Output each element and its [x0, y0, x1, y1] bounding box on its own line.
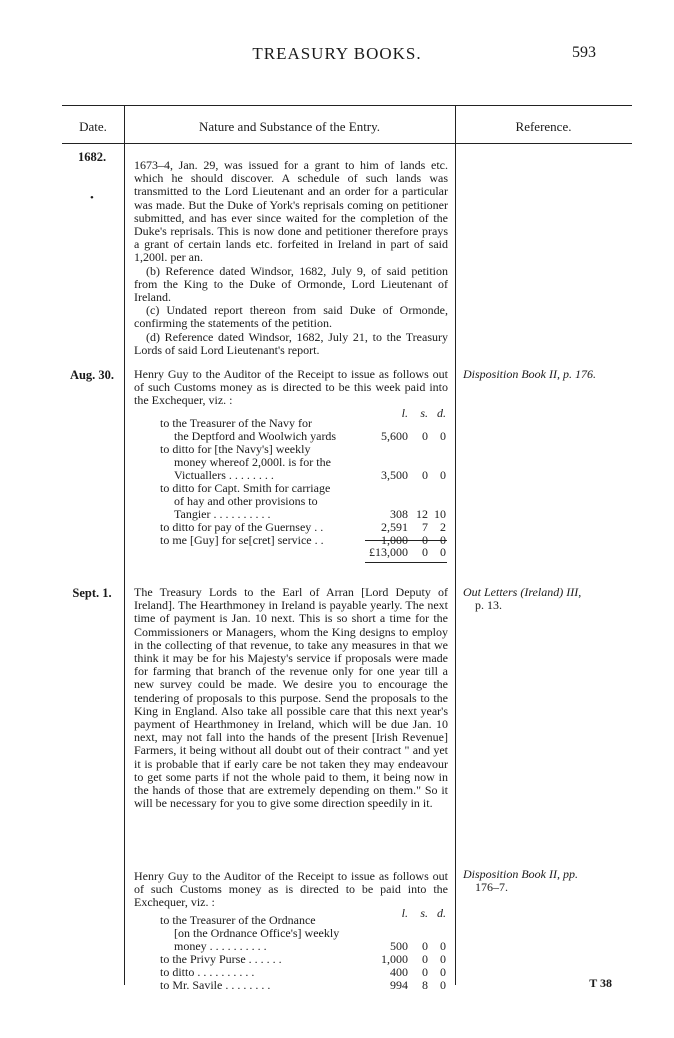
payment-item-text: to the Treasurer of the Navy for: [160, 416, 312, 430]
entry-date: Aug. 30.: [69, 368, 115, 382]
amount-pence: 0: [440, 533, 446, 547]
amount-shillings: 0: [422, 939, 428, 953]
amount-shillings: 8: [422, 978, 428, 992]
payment-item-text: to the Treasurer of the Ordnance: [160, 913, 316, 927]
amount-shillings: 0: [422, 429, 428, 443]
column-header-nature: Nature and Substance of the Entry.: [198, 119, 381, 134]
entry-date: Sept. 1.: [72, 586, 112, 600]
payment-item-text: Tangier . . . . . . . . . .: [174, 507, 271, 522]
reference-text: p. 13.: [475, 598, 502, 613]
payment-item-text: money . . . . . . . . . .: [174, 939, 267, 954]
unit-shillings: s.: [420, 906, 428, 920]
running-title: TREASURY BOOKS.: [252, 44, 422, 63]
unit-pounds: l.: [401, 906, 408, 920]
amount-pounds: 308: [390, 507, 408, 521]
payment-item-text: to me [Guy] for se[cret] service . .: [160, 533, 324, 547]
entry-reference: [463, 586, 619, 612]
entry-reference: Disposition Book II, p. 176.: [463, 367, 596, 381]
amount-pence: 0: [440, 939, 446, 953]
amount-shillings: 0: [422, 965, 428, 979]
total-shillings: 0: [422, 545, 428, 559]
payment-item-text: to ditto for [the Navy's] weekly: [160, 442, 311, 456]
sum-rule: [365, 562, 447, 563]
payment-item: [160, 979, 370, 992]
column-header-date: Date.: [79, 119, 107, 134]
payment-item: [160, 417, 370, 443]
unit-shillings: s.: [420, 406, 428, 420]
entry-text: The Treasury Lords to the Earl of Arran [Lord Deputy of Ireland]. The Hearthmoney in Ireland is payable yearly. The next time of payment is Jan. 10 next. This is so short a time for the Commissioners or Managers, whom the King designs to employ in the collecting of that revenue, to take any measures in that we think it may be for his Majesty's service if proposals were made for farming that branch of the revenue only for one year till a new survey could be made. We desire you to encourage the tendering of proposals to this purpose. Send the proposals to the King in England. Also take all possible care that this next year's payment of Hearthmoney in Ireland, which will be due Jan. 10 next, may not fall into the hands of the present [Irish Revenue] Farmers, it being without all doubt out of their contract " and yet it is probable that if early care be not taken they may endeavour to get some parts if not the whole paid to them, it being now in the hands of those that are extremely depending on them." So it will be necessary for you to give some direction speedily in it.: [134, 585, 448, 811]
signature-mark: T 38: [589, 976, 612, 990]
payment-item-text: to ditto for pay of the Guernsey . .: [160, 520, 324, 534]
amount-pounds: 1,000: [381, 533, 408, 547]
margin-bullet: •: [90, 192, 94, 204]
payment-item-text: to ditto . . . . . . . . . .: [160, 965, 255, 979]
payment-item-text: of hay and other provisions to: [174, 494, 318, 509]
payment-item: [160, 914, 370, 954]
column-header-reference: Reference.: [515, 119, 572, 134]
amount-pounds: 3,500: [381, 468, 408, 482]
payment-item: [160, 443, 370, 483]
reference-text: 176–7.: [475, 880, 508, 895]
table-top-rule: [62, 105, 632, 106]
payment-item-text: to the Privy Purse . . . . . .: [160, 952, 282, 966]
payment-item: [160, 534, 370, 547]
amount-shillings: 0: [422, 468, 428, 482]
unit-pounds: l.: [401, 406, 408, 420]
date-column-divider: [124, 105, 125, 985]
amount-pence: 10: [434, 507, 446, 521]
entry-paragraph: 1673–4, Jan. 29, was issued for a grant to him of lands etc. which he should discover. A schedule of such lands was transmitted to the Lord Lieutenant and an order for a particular was made. But the Duke of York's reprisals coming on petitioner submitted, and has ever since waited for the completion of the Duke's reprisals. This is now done and petitioner therefore prays a grant of certain lands etc. forfeited in Ireland in part of said 1,200l. per an.: [134, 158, 448, 265]
payment-item-text: the Deptford and Woolwich yards: [174, 429, 337, 444]
payment-item-text: money whereof 2,000l. is for the: [174, 455, 331, 470]
reference-text: Out Letters (Ireland) III,: [463, 585, 582, 599]
amount-pence: 0: [440, 952, 446, 966]
total-pence: 0: [440, 545, 446, 559]
sum-rule: [365, 540, 447, 541]
payment-item-text: to Mr. Savile . . . . . . . .: [160, 978, 271, 992]
reference-text: Disposition Book II, pp.: [463, 867, 578, 881]
entry-reference: [463, 868, 619, 894]
payment-item-text: Victuallers . . . . . . . .: [174, 468, 274, 483]
entry-paragraph: (c) Undated report thereon from said Duke of Ormonde, confirming the statements of the petition.: [134, 303, 448, 331]
amount-shillings: 0: [422, 952, 428, 966]
amount-pence: 0: [440, 429, 446, 443]
amount-pence: 2: [440, 520, 446, 534]
amount-pounds: 5,600: [381, 429, 408, 443]
amount-pounds: 994: [390, 978, 408, 992]
amount-shillings: 12: [416, 507, 428, 521]
unit-pence: d.: [437, 406, 446, 420]
amount-pounds: 400: [390, 965, 408, 979]
amount-pence: 0: [440, 468, 446, 482]
entry-paragraph: (d) Reference dated Windsor, 1682, July 21, to the Treasury Lords of said Lord Lieutenant's report.: [134, 329, 448, 357]
amount-shillings: 0: [422, 533, 428, 547]
amount-shillings: 7: [422, 520, 428, 534]
unit-pence: d.: [437, 906, 446, 920]
amount-pounds: 1,000: [381, 952, 408, 966]
payment-item-text: to ditto for Capt. Smith for carriage: [160, 481, 331, 495]
entry-text: [134, 159, 448, 357]
amount-pounds: 2,591: [381, 520, 408, 534]
page-number: 593: [572, 44, 596, 61]
payment-item-text: [on the Ordnance Office's] weekly: [174, 926, 340, 941]
entry-paragraph: (b) Reference dated Windsor, 1682, July 9, of said petition from the King to the Duke of Ormonde, Lord Lieutenant of Ireland.: [134, 263, 448, 305]
entry-text: Henry Guy to the Auditor of the Receipt to issue as follows out of such Customs money as is directed to be this week paid into the Exchequer, viz. :: [134, 367, 448, 408]
total-pounds: £13,000: [369, 545, 408, 559]
amount-pence: 0: [440, 965, 446, 979]
reference-column-divider: [455, 105, 456, 985]
payment-item: [160, 482, 370, 522]
table-header-rule: [62, 143, 632, 144]
amount-pence: 0: [440, 978, 446, 992]
entry-text: Henry Guy to the Auditor of the Receipt to issue as follows out of such Customs money as is directed to be paid into the Exchequer, viz. :: [134, 869, 448, 910]
amount-pounds: 500: [390, 939, 408, 953]
entry-date: 1682.: [77, 150, 107, 164]
